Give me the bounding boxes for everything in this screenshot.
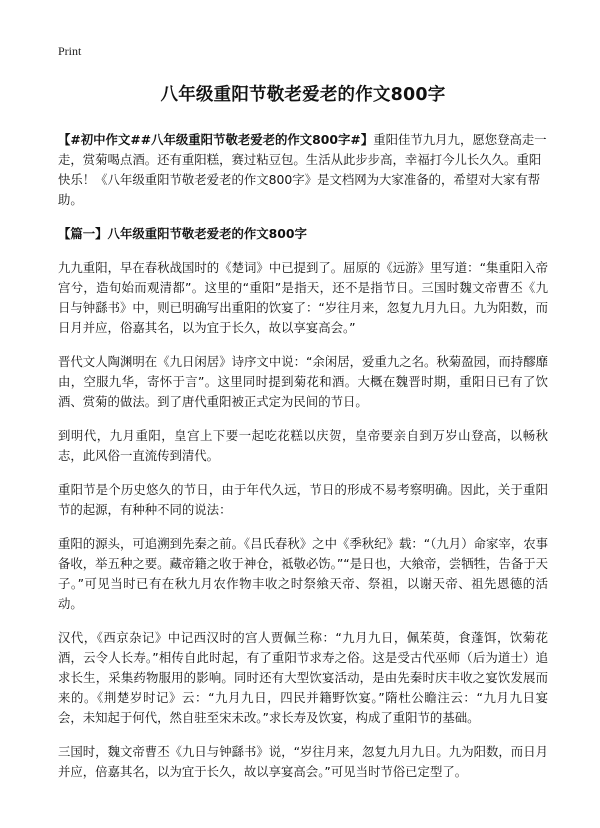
body-paragraph: 重阳的源头，可追溯到先秦之前。《吕氏春秋》之中《季秋纪》载：“（九月）命家宰，农事备收，举五种之要。藏帝籍之收于神仓，祗敬必饬。”“是日也，大飨帝，尝牺牲，告备于天子。”可见当时已有在秋九月农作物丰收之时祭飨天帝、祭祖，以谢天帝、祖先恩德的活动。: [58, 536, 548, 611]
intro-tag: 【#初中作文##八年级重阳节敬老爱老的作文800字#】: [58, 132, 374, 147]
section-heading: 【篇一】八年级重阳节敬老爱老的作文800字: [58, 226, 307, 241]
intro-body: 重阳佳节九月九，愿您登高走一走，赏菊喝点酒。还有重阳糕，赛过粘豆包。生活从此步步高，幸福打今儿长久久。重阳快乐！《八年级重阳节敬老爱老的作文800字》是文档网为大家准备的，希望对大家有帮助。: [58, 132, 547, 207]
body-paragraph: 重阳节是个历史悠久的节日，由于年代久远，节日的形成不易考察明确。因此，关于重阳节的起源，有种种不同的说法：: [58, 482, 548, 517]
body-paragraph: 晋代文人陶渊明在《九日闲居》诗序文中说：“余闲居，爱重九之名。秋菊盈园，而持醪靡由，空服九华，寄怀于言”。这里同时提到菊花和酒。大概在魏晋时期，重阳日已有了饮酒、赏菊的做法。到了唐代重阳被正式定为民间的节日。: [58, 354, 548, 409]
body-paragraph: 九九重阳，早在春秋战国时的《楚词》中已提到了。屈原的《远游》里写道：“集重阳入帝宫兮，造旬始而观清都”。这里的“重阳”是指天，还不是指节日。三国时魏文帝曹丕《九日与钟繇书》中，则已明确写出重阳的饮宴了：“岁往月来，忽复九月九日。九为阳数，而日月并应，俗嘉其名，以为宜于长久，故以享宴高会。”: [58, 260, 548, 335]
body-paragraph: 到明代，九月重阳，皇宫上下要一起吃花糕以庆贺，皇帝要亲自到万岁山登高，以畅秋志，此风俗一直流传到清代。: [58, 428, 548, 463]
document-title: 八年级重阳节敬老爱老的作文800字: [160, 85, 446, 105]
print-label[interactable]: Print: [58, 44, 82, 58]
body-paragraph: 汉代，《西京杂记》中记西汉时的宫人贾佩兰称：“九月九日，佩茱萸，食蓬饵，饮菊花酒，云令人长寿。”相传自此时起，有了重阳节求寿之俗。这是受古代巫师（后为道士）追求长生，采集药物服用的影响。同时还有大型饮宴活动，是由先秦时庆丰收之宴饮发展而来的。《荆楚岁时记》云：“九月九日，四民并籍野饮宴。”隋杜公瞻注云：“九月九日宴会，未知起于何代，然自驻至宋未改。”求长寿及饮宴，构成了重阳节的基础。: [58, 630, 548, 725]
intro-paragraph: [58, 130, 548, 210]
body-paragraph: 三国时，魏文帝曹丕《九日与钟繇书》说，“岁往月来，忽复九月九日。九为阳数，而日月并应，倍嘉其名，以为宜于长久，故以享宴高会。”可见当时节俗已定型了。: [58, 744, 548, 779]
